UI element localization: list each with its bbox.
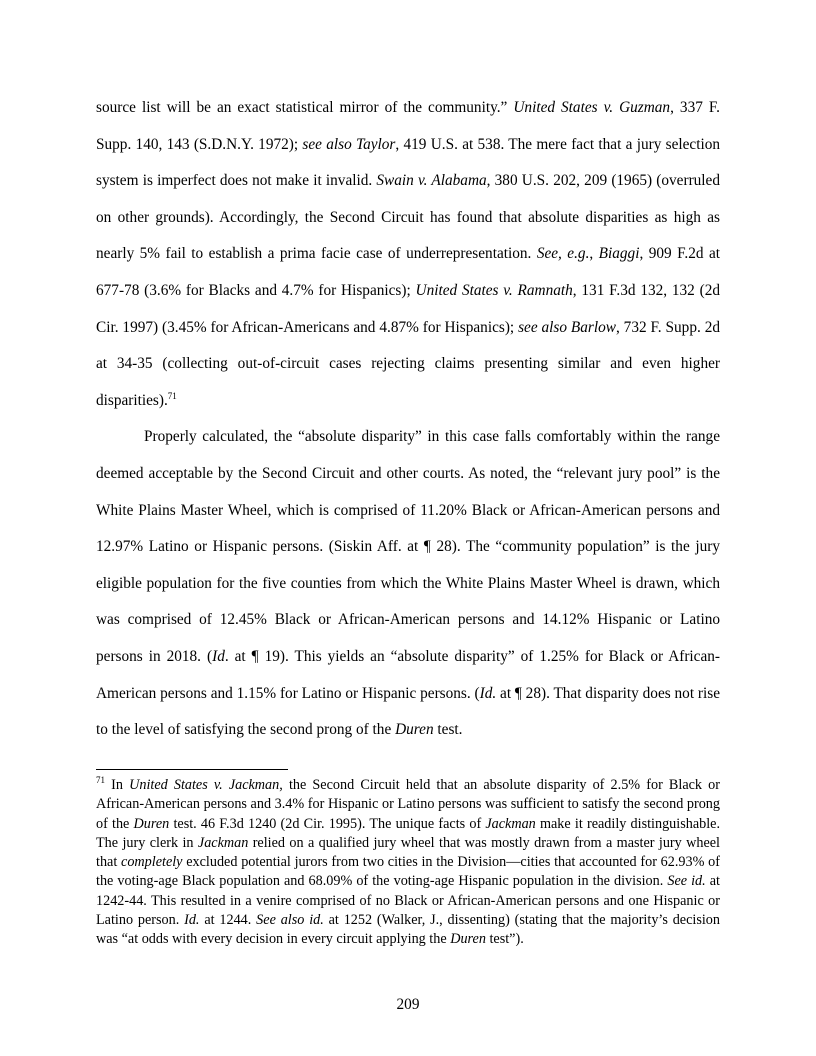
case-name-jackman: Jackman	[485, 815, 536, 832]
case-name-duren: Duren	[133, 815, 170, 832]
citation-signal: See also id.	[256, 912, 324, 929]
citation-id: Id.	[479, 684, 497, 702]
emphasis: completely	[121, 854, 183, 871]
footnote-text: $^{71}$ In United States v. Jackman, the Second Circuit held that an absolute disparity of 2.5% for Black or African-American persons and 3.4% for Hispanic or Latino persons was sufficient to satisfy the second prong of the Duren test. 46 F.3d 1240 (2d Cir. 1995). The unique facts of Jackman make it readily distinguishable. The jury clerk in Jackman relied on a qualified jury wheel that was mostly drawn from a master jury wheel that completely excluded potential jurors from two cities in the Division—cities that accounted for 62.93% of the voting-age Black population and 68.09% of the voting-age Hispanic population in the division. See id. at 1242-44. This resulted in a venire comprised of no Black or African-American persons and one Hispanic or Latino person. Id. at 1244. See also id. at 1252 (Walker, J., dissenting) (stating that the majority’s decision was “at odds with every decision in every circuit applying the Duren test”).	[96, 775, 721, 948]
footnote-separator	[96, 769, 288, 770]
paragraph-2: Properly calculated, the “absolute disparity” in this case falls comfortably within the range deemed acceptable by the Second Circuit and other courts. As noted, the “relevant jury pool” is the White Plains Master Wheel, which is comprised of 11.20% Black or African-American persons and 12.97% Latino or Hispanic persons. (Siskin Aff. at ¶ 28). The “community population” is the jury eligible population for the five counties from which the White Plains Master Wheel is drawn, which was comprised of 12.45% Black or African-American persons and 14.12% Hispanic or Latino persons in 2018. (Id. at ¶ 19). This yields an “absolute disparity” of 1.25% for Black or African-American persons and 1.15% for Latino or Hispanic persons. (Id. at ¶ 28). That disparity does not rise to the level of satisfying the second prong of the Duren test.	[96, 428, 721, 739]
citation-signal: See id.	[667, 873, 706, 890]
citation-signal: see also Barlow	[518, 318, 616, 336]
citation-id: Id.	[184, 912, 200, 929]
footnote-71	[96, 776, 720, 950]
case-citation: United States v. Jackman	[129, 777, 280, 793]
citation-id: Id	[212, 647, 225, 665]
case-citation: Swain v. Alabama	[376, 172, 487, 190]
body-text	[96, 90, 720, 749]
citation-signal: see also Taylor	[302, 135, 396, 153]
footnote-number: 71	[96, 775, 105, 785]
citation-signal: See, e.g.	[536, 245, 590, 263]
paragraph-1: source list will be an exact statistical mirror of the community.” United States v. Guzman, 337 F. Supp. 140, 143 (S.D.N.Y. 1972); see also Taylor, 419 U.S. at 538. The mere fact that a jury selection system is imperfect does not make it invalid. Swain v. Alabama, 380 U.S. 202, 209 (1965) (overruled on other grounds). Accordingly, the Second Circuit has found that absolute disparities as high as nearly 5% fail to establish a prima facie case of underrepresentation. See, e.g., Biaggi, 909 F.2d at 677-78 (3.6% for Blacks and 4.7% for Hispanics); United States v. Ramnath, 131 F.3d 132, 132 (2d Cir. 1997) (3.45% for African-Americans and 4.87% for Hispanics); see also Barlow, 732 F. Supp. 2d at 34-35 (collecting out-of-circuit cases rejecting claims presenting similar and even higher disparities).$^{71}$	[96, 99, 720, 409]
case-name-jackman: Jackman	[197, 834, 249, 851]
case-citation: United States v. Ramnath	[415, 281, 573, 299]
footnote-reference: 71	[167, 390, 177, 401]
page-number: 209	[396, 996, 420, 1013]
case-name-duren: Duren	[450, 931, 486, 948]
case-citation: United States v. Guzman	[513, 99, 671, 116]
case-citation: Biaggi	[598, 245, 640, 263]
case-name-duren: Duren	[395, 721, 434, 739]
